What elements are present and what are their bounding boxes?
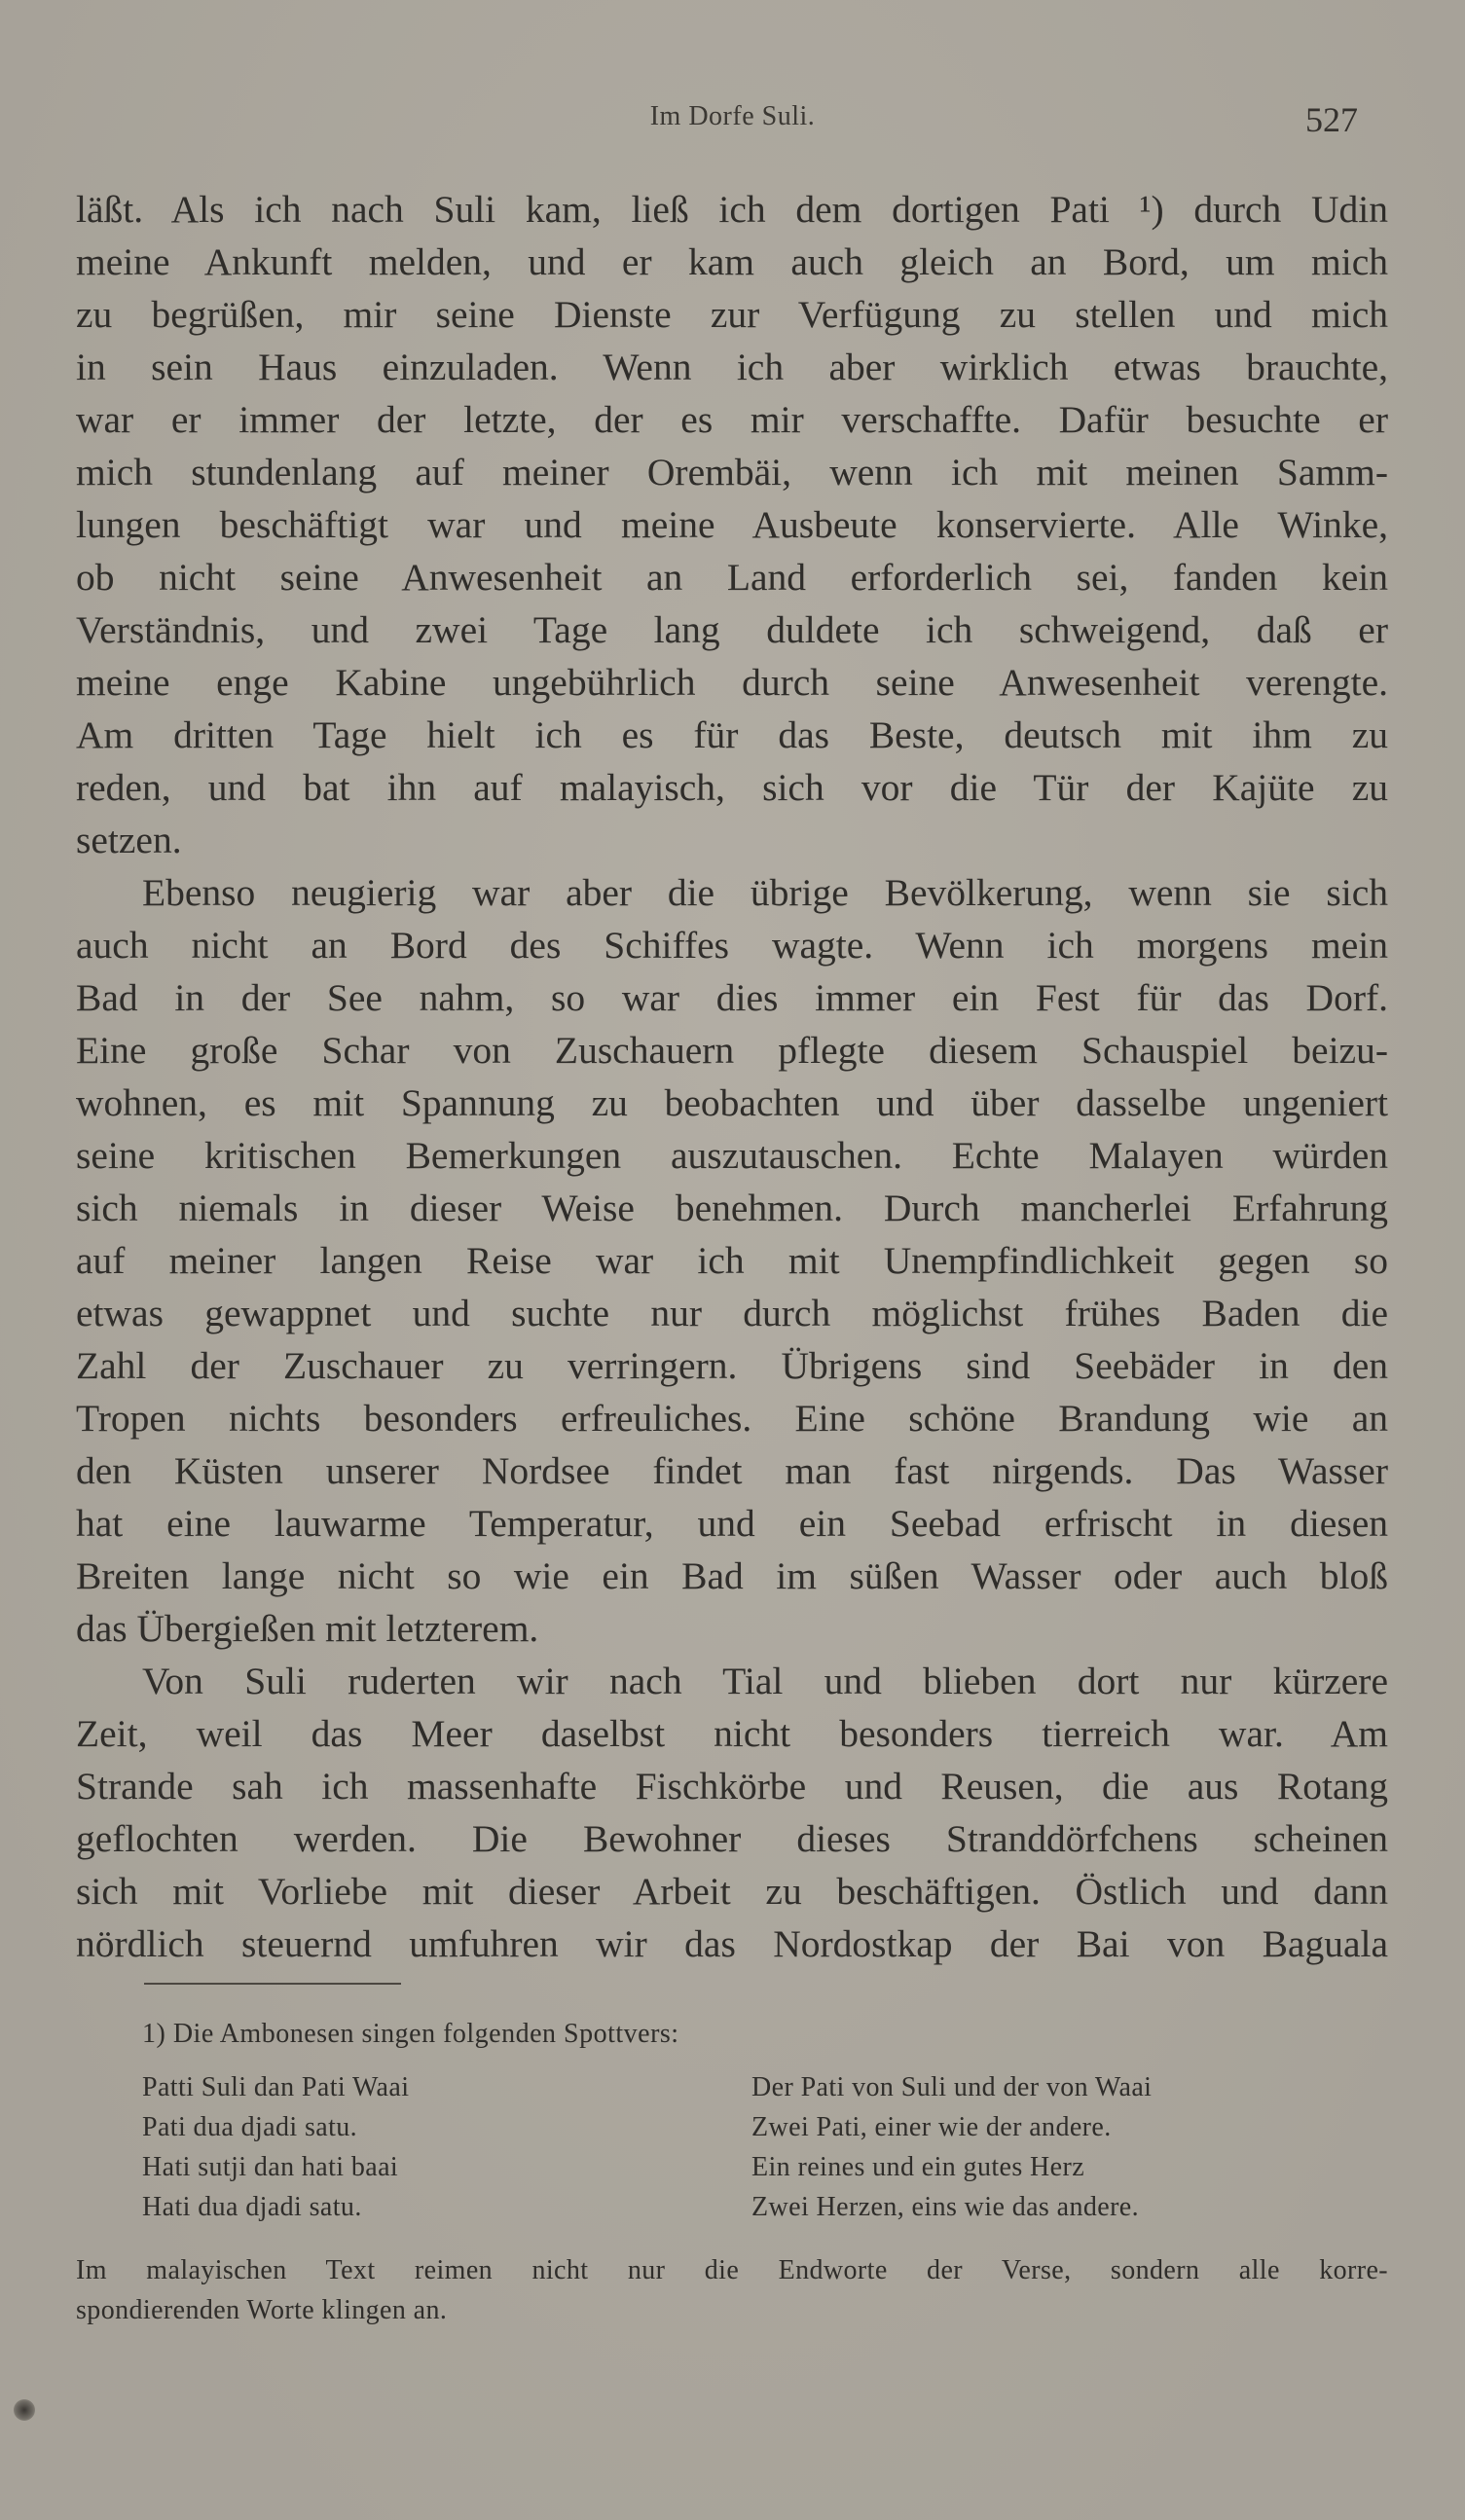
footnote-line: Im malayischen Text reimen nicht nur die Endworte der Verse, sondern alle korre- xyxy=(76,2255,1388,2285)
text-line: wohnen, es mit Spannung zu beobachten und über dasselbe ungeniert xyxy=(76,1081,1388,1124)
paragraph-1 xyxy=(76,183,1388,866)
verse-line: Der Pati von Suli und der von Waai xyxy=(751,2072,1153,2102)
verse-line: Patti Suli dan Pati Waai xyxy=(142,2072,410,2102)
footnote-line: spondierenden Worte klingen an. xyxy=(76,2295,448,2325)
text-line: seine kritischen Bemerkungen auszutauschen. Echte Malayen würden xyxy=(76,1134,1388,1177)
footnote-note xyxy=(76,2250,1388,2330)
page-number: 527 xyxy=(1305,100,1358,139)
text-line: Am dritten Tage hielt ich es für das Beste, deutsch mit ihm zu xyxy=(76,713,1388,756)
text-line: lungen beschäftigt war und meine Ausbeute konservierte. Alle Winke, xyxy=(76,503,1388,546)
text-line: war er immer der letzte, der es mir verschaffte. Dafür besuchte er xyxy=(76,398,1388,441)
paragraph-2 xyxy=(76,866,1388,1655)
footnote-rule xyxy=(144,1983,401,1985)
footnote-intro: 1) Die Ambonesen singen folgenden Spottvers: xyxy=(142,2019,679,2049)
text-line: meine Ankunft melden, und er kam auch gleich an Bord, um mich xyxy=(76,240,1388,283)
verse-line: Zwei Herzen, eins wie das andere. xyxy=(751,2192,1140,2222)
text-line: Bad in der See nahm, so war dies immer ein Fest für das Dorf. xyxy=(76,976,1388,1019)
text-line: auch nicht an Bord des Schiffes wagte. Wenn ich morgens mein xyxy=(76,924,1388,967)
text-line: läßt. Als ich nach Suli kam, ließ ich dem dortigen Pati ¹) durch Udin xyxy=(76,188,1388,231)
text-line: den Küsten unserer Nordsee findet man fast nirgends. Das Wasser xyxy=(76,1449,1388,1492)
text-line: ob nicht seine Anwesenheit an Land erforderlich sei, fanden kein xyxy=(76,556,1388,599)
text-line: meine enge Kabine ungebührlich durch seine Anwesenheit verengte. xyxy=(76,661,1388,704)
text-line: sich mit Vorliebe mit dieser Arbeit zu beschäftigen. Östlich und dann xyxy=(76,1870,1388,1913)
paper-blemish xyxy=(14,2399,35,2421)
text-line: reden, und bat ihn auf malayisch, sich vor die Tür der Kajüte zu xyxy=(76,766,1388,809)
text-line: etwas gewappnet und suchte nur durch möglichst frühes Baden die xyxy=(76,1292,1388,1334)
text-line: Breiten lange nicht so wie ein Bad im süßen Wasser oder auch bloß xyxy=(76,1554,1388,1597)
text-line: auf meiner langen Reise war ich mit Unempfindlichkeit gegen so xyxy=(76,1239,1388,1282)
text-line: setzen. xyxy=(76,819,182,861)
paragraph-3 xyxy=(76,1655,1388,1970)
running-head: Im Dorfe Suli. xyxy=(649,101,816,131)
text-line: das Übergießen mit letzterem. xyxy=(76,1607,539,1650)
verse-line: Pati dua djadi satu. xyxy=(142,2112,358,2142)
verse-line: Ein reines und ein gutes Herz xyxy=(751,2152,1085,2182)
main-text xyxy=(76,183,1388,1970)
text-line: zu begrüßen, mir seine Dienste zur Verfügung zu stellen und mich xyxy=(76,293,1388,336)
text-line: Eine große Schar von Zuschauern pflegte diesem Schauspiel beizu- xyxy=(76,1029,1388,1072)
text-line: Zeit, weil das Meer daselbst nicht besonders tierreich war. Am xyxy=(76,1712,1388,1755)
verse-line: Zwei Pati, einer wie der andere. xyxy=(751,2112,1112,2142)
text-line: mich stundenlang auf meiner Orembäi, wenn ich mit meinen Samm- xyxy=(76,451,1388,493)
verse-line: Hati sutji dan hati baai xyxy=(142,2152,399,2182)
text-line: Strande sah ich massenhafte Fischkörbe und Reusen, die aus Rotang xyxy=(76,1765,1388,1808)
text-line: sich niemals in dieser Weise benehmen. Durch mancherlei Erfahrung xyxy=(76,1187,1388,1229)
text-line: Von Suli ruderten wir nach Tial und blieben dort nur kürzere xyxy=(142,1660,1388,1702)
page-header xyxy=(76,93,1389,142)
text-line: Ebenso neugierig war aber die übrige Bevölkerung, wenn sie sich xyxy=(142,871,1388,914)
verse-line: Hati dua djadi satu. xyxy=(142,2192,362,2222)
text-line: in sein Haus einzuladen. Wenn ich aber wirklich etwas brauchte, xyxy=(76,346,1388,388)
verse-german xyxy=(751,2067,1152,2227)
text-line: hat eine lauwarme Temperatur, und ein Seebad erfrischt in diesen xyxy=(76,1502,1388,1545)
verse-malay xyxy=(142,2067,409,2227)
text-line: Zahl der Zuschauer zu verringern. Übrigens sind Seebäder in den xyxy=(76,1344,1388,1387)
text-line: nördlich steuernd umfuhren wir das Nordostkap der Bai von Baguala xyxy=(76,1922,1388,1965)
text-line: Verständnis, und zwei Tage lang duldete ich schweigend, daß er xyxy=(76,608,1388,651)
text-line: Tropen nichts besonders erfreuliches. Eine schöne Brandung wie an xyxy=(76,1397,1388,1440)
text-line: geflochten werden. Die Bewohner dieses Stranddörfchens scheinen xyxy=(76,1817,1388,1860)
